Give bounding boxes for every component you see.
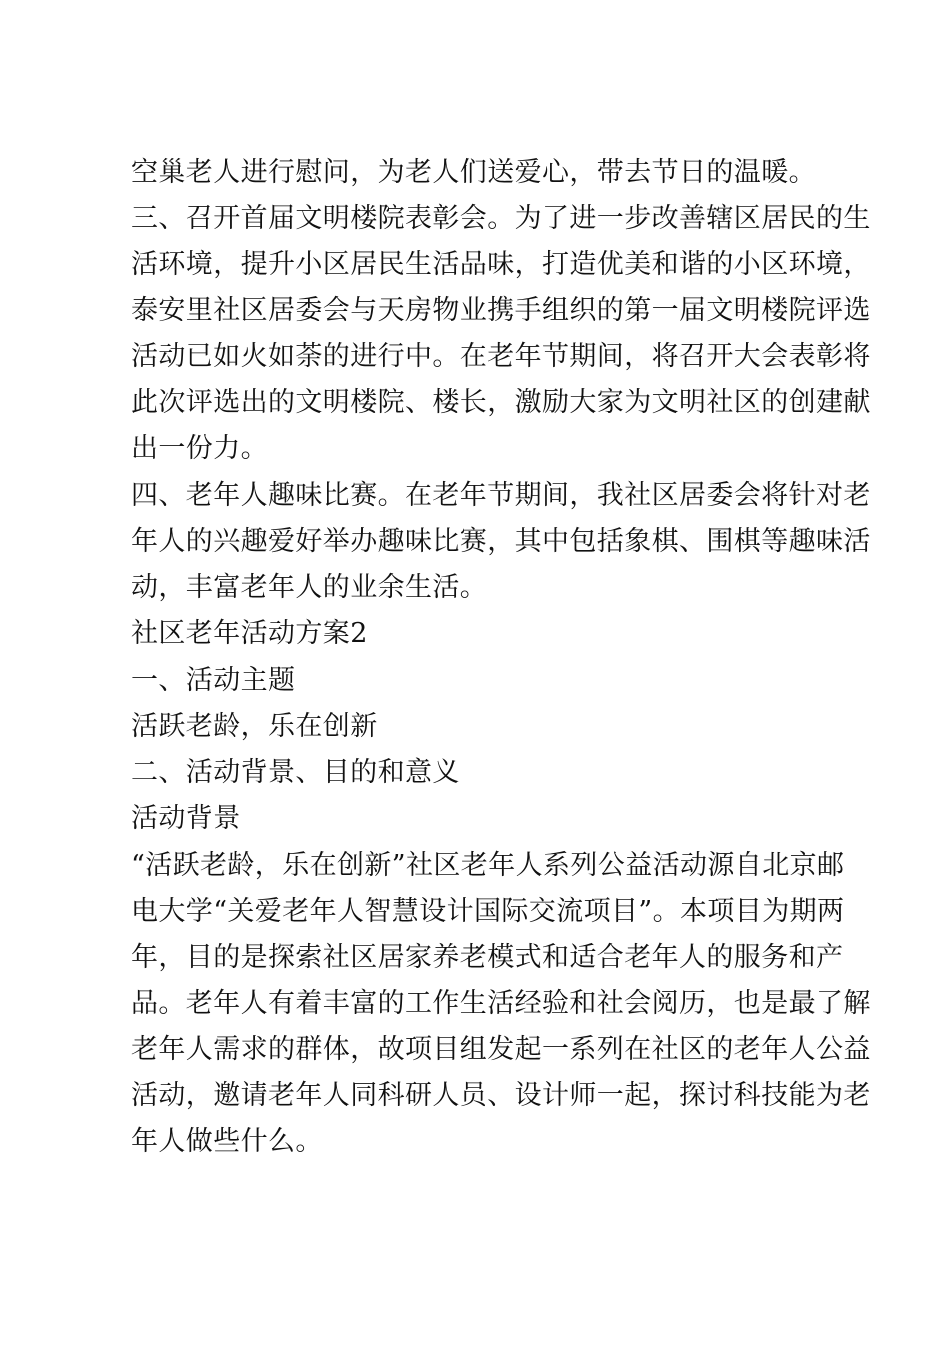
subsection-heading: 活动背景 xyxy=(131,803,241,834)
section-heading-line: 四、老年人趣味比赛。在老年节期间，我社区居委会将针对老 xyxy=(131,480,871,511)
paragraph-line: 年人做些什么。 xyxy=(131,1126,323,1157)
paragraph-line: 出一份力。 xyxy=(131,433,268,464)
paragraph-line: 年人的兴趣爱好举办趣味比赛，其中包括象棋、围棋等趣味活 xyxy=(131,526,871,557)
paragraph-line: 老年人需求的群体，故项目组发起一系列在社区的老年人公益 xyxy=(131,1034,871,1065)
paragraph-line: 品。老年人有着丰富的工作生活经验和社会阅历，也是最了解 xyxy=(131,988,871,1019)
paragraph-line: 空巢老人进行慰问，为老人们送爱心，带去节日的温暖。 xyxy=(131,157,816,188)
paragraph-line: 活动，邀请老年人同科研人员、设计师一起，探讨科技能为老 xyxy=(131,1080,871,1111)
paragraph-line: 活跃老龄，乐在创新 xyxy=(131,711,378,742)
document-title: 社区老年活动方案2 xyxy=(131,618,368,649)
section-heading: 一、活动主题 xyxy=(131,665,296,696)
paragraph-line: 活环境，提升小区居民生活品味，打造优美和谐的小区环境， xyxy=(131,249,871,280)
paragraph-line: 年，目的是探索社区居家养老模式和适合老年人的服务和产 xyxy=(131,942,844,973)
paragraph-line: “活跃老龄，乐在创新”社区老年人系列公益活动源自北京邮 xyxy=(131,850,845,881)
paragraph-line: 泰安里社区居委会与天房物业携手组织的第一届文明楼院评选 xyxy=(131,295,871,326)
section-heading: 二、活动背景、目的和意义 xyxy=(131,757,460,788)
paragraph-line: 电大学“关爱老年人智慧设计国际交流项目”。本项目为期两 xyxy=(131,896,845,927)
paragraph-line: 此次评选出的文明楼院、楼长，激励大家为文明社区的创建献 xyxy=(131,387,871,418)
paragraph-line: 动，丰富老年人的业余生活。 xyxy=(131,572,488,603)
paragraph-line: 活动已如火如荼的进行中。在老年节期间，将召开大会表彰将 xyxy=(131,341,871,372)
section-heading-line: 三、召开首届文明楼院表彰会。为了进一步改善辖区居民的生 xyxy=(131,203,871,234)
